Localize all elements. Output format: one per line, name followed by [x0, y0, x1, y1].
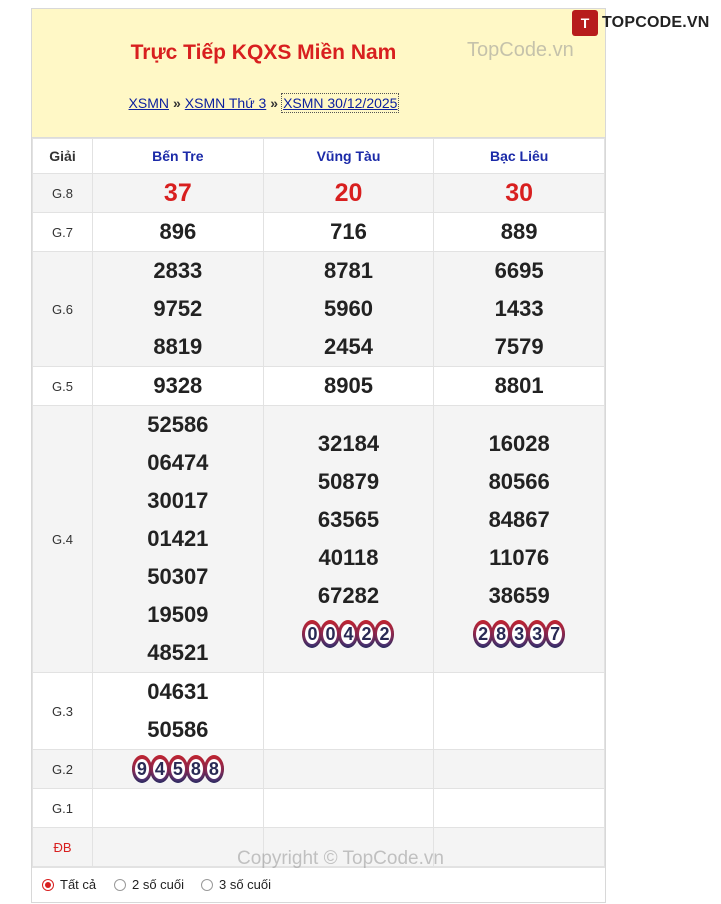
radio-last-3[interactable] — [201, 879, 213, 891]
result-cell — [93, 750, 264, 789]
ball-digit: 7 — [545, 620, 565, 648]
result-number[interactable]: 16028 — [488, 431, 550, 456]
empty-result — [434, 789, 604, 827]
result-number[interactable]: 19509 — [147, 602, 209, 627]
result-cell — [263, 174, 434, 213]
empty-result — [264, 750, 434, 788]
table-row — [33, 367, 605, 406]
logo-text: TOPCODE.VN — [602, 14, 710, 31]
ball-digit: 2 — [473, 620, 493, 648]
column-header-giai: Giải — [33, 139, 93, 174]
result-number[interactable]: 716 — [330, 219, 367, 244]
result-number[interactable]: 50879 — [317, 469, 380, 494]
result-cell — [263, 789, 434, 828]
result-number[interactable]: 889 — [500, 219, 538, 244]
result-cell — [93, 673, 264, 750]
prize-label: G.4 — [33, 406, 93, 673]
drawing-number — [93, 750, 263, 788]
result-cell — [93, 789, 264, 828]
result-number[interactable]: 2454 — [324, 334, 373, 359]
result-cell — [434, 828, 605, 867]
result-cell — [93, 406, 264, 673]
ball-digit: 2 — [374, 620, 394, 648]
result-number[interactable]: 38659 — [488, 583, 550, 608]
radio-all[interactable] — [42, 879, 54, 891]
result-cell — [263, 213, 434, 252]
result-number[interactable]: 50586 — [147, 717, 209, 742]
result-cell — [93, 252, 264, 367]
result-cell — [263, 367, 434, 406]
radio-last-2[interactable] — [114, 879, 126, 891]
filter-option-label: 3 số cuối — [219, 877, 272, 892]
result-cell — [263, 673, 434, 750]
result-number[interactable]: 30017 — [147, 488, 209, 513]
empty-result — [93, 789, 263, 827]
result-number[interactable]: 9752 — [153, 296, 203, 321]
table-row — [33, 174, 605, 213]
result-cell — [434, 252, 605, 367]
result-number[interactable]: 8801 — [494, 373, 544, 398]
result-number[interactable]: 8819 — [153, 334, 203, 359]
result-number[interactable]: 896 — [159, 219, 197, 244]
result-number[interactable]: 04631 — [147, 679, 209, 704]
table-row — [33, 789, 605, 828]
ball-digit: 4 — [338, 620, 358, 648]
result-number[interactable]: 7579 — [494, 334, 544, 359]
ball-digit: 4 — [150, 755, 170, 783]
result-cell — [434, 789, 605, 828]
site-logo[interactable] — [572, 10, 710, 36]
result-number[interactable]: 50307 — [147, 564, 209, 589]
result-number[interactable]: 8781 — [324, 258, 373, 283]
result-number[interactable]: 37 — [163, 179, 192, 207]
result-cell — [263, 252, 434, 367]
ball-digit: 0 — [302, 620, 322, 648]
result-number[interactable]: 11076 — [489, 545, 550, 570]
prize-label: G.1 — [33, 789, 93, 828]
prize-label: G.2 — [33, 750, 93, 789]
ball-digit: 0 — [320, 620, 340, 648]
ball-digit: 3 — [527, 620, 547, 648]
filter-option-last-2[interactable] — [114, 877, 184, 892]
result-number[interactable]: 20 — [334, 179, 363, 207]
table-header-row — [33, 139, 605, 174]
drawing-number — [434, 615, 604, 653]
result-number[interactable]: 32184 — [317, 431, 380, 456]
result-cell — [434, 213, 605, 252]
page-title: Trực Tiếp KQXS Miền Nam — [130, 41, 397, 64]
result-cell — [434, 673, 605, 750]
empty-result — [434, 692, 604, 730]
result-cell — [263, 750, 434, 789]
table-row — [33, 406, 605, 673]
result-number[interactable]: 84867 — [488, 507, 550, 532]
results-panel — [31, 8, 606, 903]
prize-label: G.8 — [33, 174, 93, 213]
result-number[interactable]: 6695 — [494, 258, 544, 283]
results-header — [32, 9, 605, 138]
column-header-province[interactable]: Bạc Liêu — [434, 139, 605, 174]
empty-result — [264, 692, 434, 730]
drawing-number — [264, 615, 434, 653]
prize-label: G.5 — [33, 367, 93, 406]
breadcrumb-separator: » — [270, 95, 279, 111]
table-row — [33, 252, 605, 367]
result-number[interactable]: 48521 — [147, 640, 209, 665]
result-cell — [93, 174, 264, 213]
filter-option-label: 2 số cuối — [132, 877, 185, 892]
column-header-province[interactable]: Vũng Tàu — [263, 139, 434, 174]
result-number[interactable]: 30 — [505, 179, 534, 207]
result-number[interactable]: 9328 — [153, 373, 203, 398]
watermark-top: TopCode.vn — [467, 39, 574, 61]
table-row — [33, 213, 605, 252]
breadcrumb-separator: » — [172, 95, 181, 111]
ball-digit: 8 — [491, 620, 511, 648]
ball-digit: 8 — [204, 755, 224, 783]
result-number[interactable]: 1433 — [494, 296, 544, 321]
result-number[interactable]: 2833 — [153, 258, 203, 283]
column-header-province[interactable]: Bến Tre — [93, 139, 264, 174]
results-table — [32, 138, 605, 867]
result-cell — [93, 367, 264, 406]
ball-digit: 9 — [132, 755, 152, 783]
ball-digit: 2 — [356, 620, 376, 648]
result-number[interactable]: 67282 — [317, 583, 380, 608]
empty-result — [434, 828, 604, 866]
logo-icon: T — [572, 10, 598, 36]
breadcrumb-xsmn-thu-3[interactable]: XSMN Thứ 3 — [184, 95, 267, 111]
prize-label: G.3 — [33, 673, 93, 750]
ball-digit: 8 — [186, 755, 206, 783]
prize-label: G.6 — [33, 252, 93, 367]
result-number[interactable]: 63565 — [317, 507, 380, 532]
filter-option-last-3[interactable] — [201, 877, 271, 892]
result-number[interactable]: 01421 — [147, 526, 209, 551]
ball-digit: 3 — [509, 620, 529, 648]
result-cell — [434, 367, 605, 406]
filter-option-all[interactable] — [42, 877, 96, 892]
prize-label: ĐB — [33, 828, 93, 867]
breadcrumb-xsmn-date[interactable]: XSMN 30/12/2025 — [283, 95, 398, 111]
result-number[interactable]: 80566 — [488, 469, 550, 494]
breadcrumb-xsmn[interactable]: XSMN — [128, 95, 169, 111]
result-cell — [434, 406, 605, 673]
result-number[interactable]: 06474 — [147, 450, 209, 475]
result-number[interactable]: 40118 — [318, 545, 379, 570]
table-row — [33, 673, 605, 750]
result-cell — [434, 174, 605, 213]
result-number[interactable]: 52586 — [147, 412, 209, 437]
empty-result — [264, 789, 434, 827]
ball-digit: 5 — [168, 755, 188, 783]
breadcrumb — [32, 95, 605, 111]
watermark-bottom: Copyright © TopCode.vn — [237, 848, 444, 869]
result-number[interactable]: 5960 — [324, 296, 373, 321]
digit-filter-options — [32, 867, 605, 902]
result-number[interactable]: 8905 — [324, 373, 373, 398]
empty-result — [434, 750, 604, 788]
result-cell — [263, 406, 434, 673]
filter-option-label: Tất cả — [60, 877, 97, 892]
result-cell — [434, 750, 605, 789]
prize-label: G.7 — [33, 213, 93, 252]
result-cell — [93, 213, 264, 252]
table-row — [33, 750, 605, 789]
